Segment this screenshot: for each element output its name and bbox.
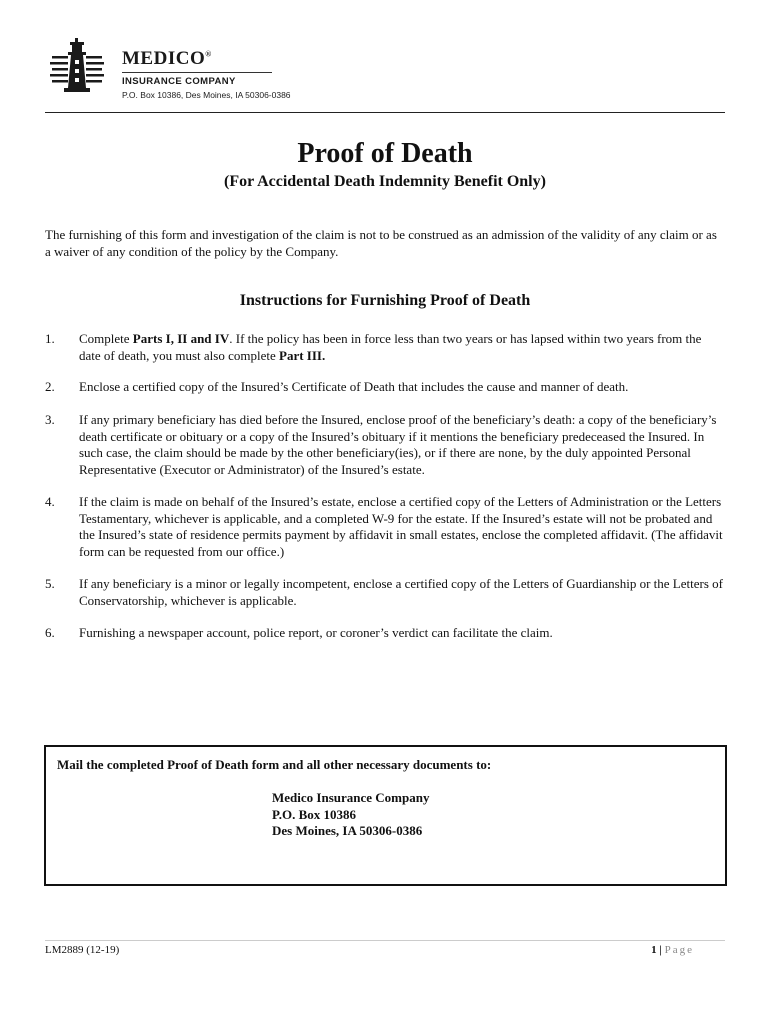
page-subtitle: (For Accidental Death Indemnity Benefit Only) — [224, 173, 546, 190]
instruction-item — [45, 625, 725, 642]
instruction-text: If any beneficiary is a minor or legally incompetent, enclose a certified copy of the Letters of Guardianship or the Letters of Conservatorship, whichever is applicable. — [79, 576, 723, 608]
instructions-heading: Instructions for Furnishing Proof of Death — [239, 292, 531, 309]
instruction-number: 2. — [45, 379, 55, 394]
mailing-address-line: Des Moines, IA 50306-0386 — [272, 823, 423, 838]
page-separator: | — [659, 944, 662, 956]
instruction-item — [45, 412, 725, 478]
logo-divider — [122, 72, 272, 73]
instruction-text: Furnishing a newspaper account, police report, or coroner’s verdict can facilitate the claim. — [79, 625, 553, 640]
page-label: Page — [664, 944, 694, 956]
instruction-item — [45, 494, 725, 560]
mailing-address-box — [44, 745, 727, 886]
instruction-text: If any primary beneficiary has died before the Insured, enclose proof of the beneficiary’s death: a copy of the beneficiary’s death certificate or obituary or a copy of the Insured’s obituary if it mentions the beneficiary predeceased the Insured. In such case, the claim should be made by the other beneficiary(ies), or if there are none, by the duly appointed Personal Representative (Executor or Administrator) of the Insured’s estate. — [79, 412, 717, 477]
instruction-number: 6. — [45, 625, 55, 640]
mailing-instructions: Mail the completed Proof of Death form and all other necessary documents to: — [57, 757, 492, 772]
company-name: MEDICO® — [122, 48, 212, 69]
instruction-text: Enclose a certified copy of the Insured’s Certificate of Death that includes the cause and manner of death. — [79, 379, 629, 394]
company-subtitle: INSURANCE COMPANY — [122, 76, 236, 87]
footer-divider — [45, 940, 725, 941]
page-title: Proof of Death — [297, 138, 473, 169]
instruction-number: 1. — [45, 331, 55, 346]
disclaimer-paragraph: The furnishing of this form and investigation of the claim is not to be construed as an admission of the validity of any claim or as a waiver of any condition of the policy by the Company. — [45, 227, 717, 259]
company-address: P.O. Box 10386, Des Moines, IA 50306-0386 — [122, 90, 291, 100]
mailing-address — [272, 790, 429, 840]
instruction-item — [45, 576, 725, 609]
lighthouse-logo-icon — [50, 36, 112, 98]
instruction-number: 4. — [45, 494, 55, 509]
mailing-address-line: P.O. Box 10386 — [272, 806, 357, 822]
instruction-text: Complete Parts I, II and IV. If the policy has been in force less than two years or has lapsed within two years from the date of death, you must also complete Part III. — [79, 331, 702, 363]
page-indicator — [651, 944, 694, 956]
registered-mark: ® — [205, 49, 212, 59]
instruction-item — [45, 379, 725, 396]
instruction-item — [45, 331, 725, 364]
company-logo — [50, 36, 340, 106]
instruction-number: 5. — [45, 576, 55, 591]
form-code: LM2889 (12-19) — [45, 944, 120, 956]
header-divider — [45, 112, 725, 113]
page-number: 1 — [651, 944, 657, 956]
mailing-address-line: Medico Insurance Company — [272, 790, 430, 805]
instruction-text: If the claim is made on behalf of the Insured’s estate, enclose a certified copy of the Letters of Administration or the Letters Testamentary, whichever is applicable, and a completed W-9 for the estate. If the Insured’s estate will not be probated and the Insured’s state of residence permits payment by affidavit in small estates, enclose the completed affidavit. (The affidavit form can be requested from our office.) — [79, 494, 723, 559]
instruction-number: 3. — [45, 412, 55, 427]
